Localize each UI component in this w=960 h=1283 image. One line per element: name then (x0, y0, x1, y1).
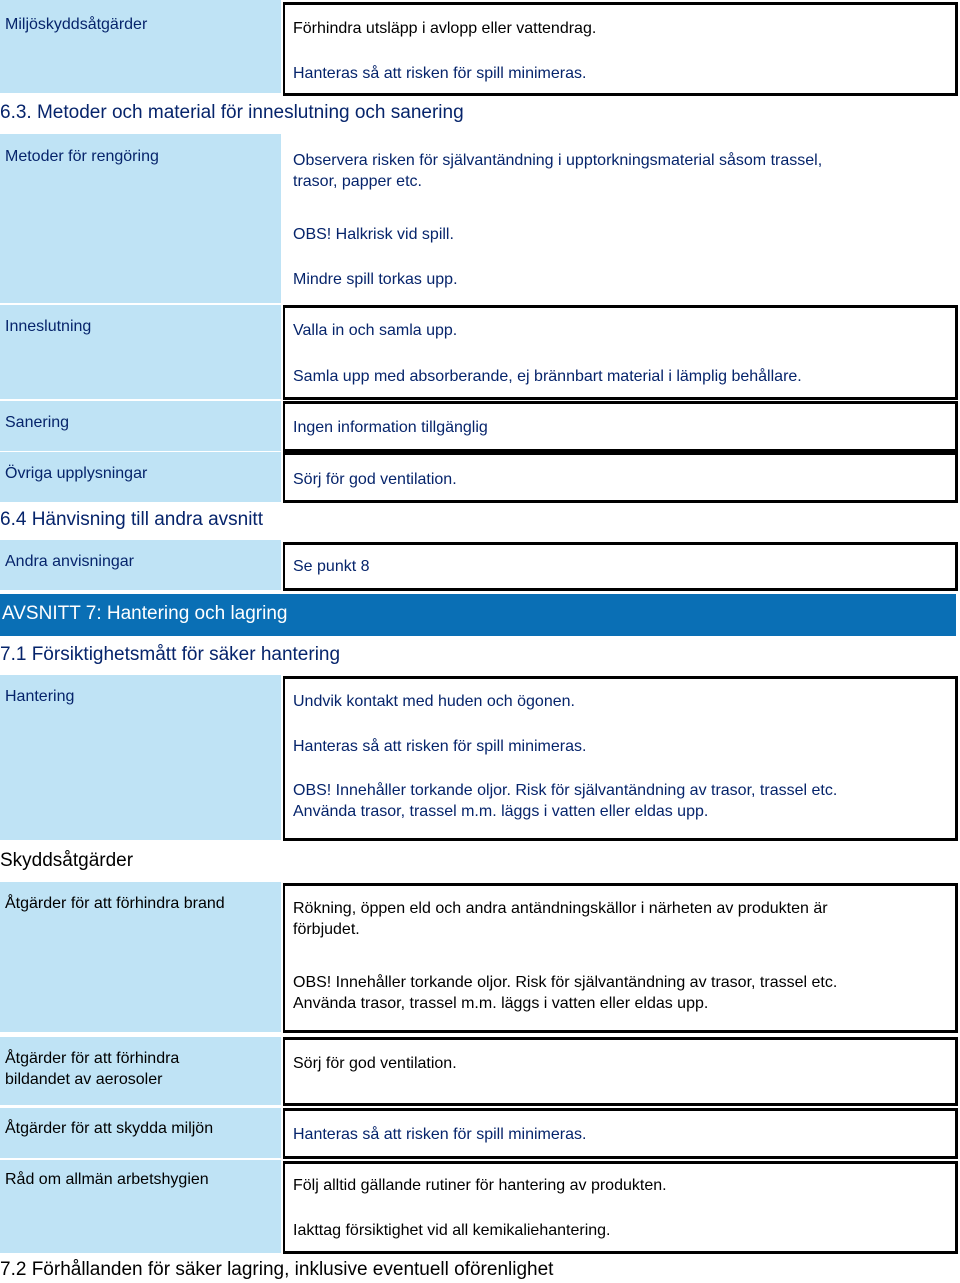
text-hygien-2: Iakttag försiktighet vid all kemikaliehantering. (293, 1222, 611, 1239)
text-brand-1a: Rökning, öppen eld och andra antändningskällor i närheten av produkten är (293, 900, 828, 917)
text-ovriga-1: Sörj för god ventilation. (293, 471, 457, 488)
heading-6-4: 6.4 Hänvisning till andra avsnitt (0, 509, 263, 530)
text-miljo-2: Hanteras så att risken för spill minimeras. (293, 65, 587, 82)
text-sanering-1: Ingen information tillgänglig (293, 419, 488, 436)
section-7-banner (0, 594, 956, 636)
label-miljoskyddsatgarder (0, 0, 281, 93)
label-sanering (0, 401, 281, 451)
text-hantering-1: Undvik kontakt med huden och ögonen. (293, 693, 575, 710)
label-text: Åtgärder för att förhindra (5, 1050, 180, 1067)
heading-7-1: 7.1 Försiktighetsmått för säker hantering (0, 644, 341, 665)
label-ovriga (0, 452, 281, 502)
label-text: Miljöskyddsåtgärder (5, 16, 148, 33)
label-aerosol (0, 1037, 281, 1105)
text-rengoring-1a: Observera risken för självantändning i upptorkningsmaterial såsom trassel, (293, 152, 823, 169)
heading-7-2: 7.2 Förhållanden för säker lagring, inklusive eventuell oförenlighet (0, 1259, 554, 1280)
text-hantering-3b: Använda trasor, trassel m.m. läggs i vatten eller eldas upp. (293, 803, 709, 820)
text-hantering-3a: OBS! Innehåller torkande oljor. Risk för självantändning av trasor, trassel etc. (293, 782, 838, 799)
text-aerosol-1: Sörj för god ventilation. (293, 1055, 457, 1072)
heading-6-3: 6.3. Metoder och material för inneslutning och sanering (0, 102, 464, 123)
label-inneslutning (0, 305, 281, 399)
text-brand-2a: OBS! Innehåller torkande oljor. Risk för självantändning av trasor, trassel etc. (293, 974, 838, 991)
label-text: Åtgärder för att skydda miljön (5, 1120, 214, 1137)
label-text: Råd om allmän arbetshygien (5, 1171, 209, 1188)
text-hantering-2: Hanteras så att risken för spill minimeras. (293, 738, 587, 755)
label-text: Sanering (5, 414, 70, 431)
label-text: Inneslutning (5, 318, 92, 335)
label-text: bildandet av aerosoler (5, 1071, 163, 1088)
label-brand (0, 882, 281, 1032)
text-rengoring-2: OBS! Halkrisk vid spill. (293, 226, 454, 243)
value-box-andra (283, 542, 958, 591)
label-hantering (0, 675, 281, 840)
text-brand-1b: förbjudet. (293, 921, 360, 938)
label-metoder-rengoring (0, 134, 281, 303)
text-brand-2b: Använda trasor, trassel m.m. läggs i vatten eller eldas upp. (293, 995, 709, 1012)
text-hygien-1: Följ alltid gällande rutiner för hantering av produkten. (293, 1177, 667, 1194)
heading-skyddsatgarder: Skyddsåtgärder (0, 850, 134, 871)
label-text: Metoder för rengöring (5, 148, 159, 165)
label-arbetshygien (0, 1160, 281, 1253)
label-text: Hantering (5, 688, 75, 705)
label-text: Andra anvisningar (5, 553, 134, 570)
label-skydda-miljon (0, 1108, 281, 1158)
label-text: Övriga upplysningar (5, 465, 148, 482)
text-skydda-miljon-1: Hanteras så att risken för spill minimeras. (293, 1126, 587, 1143)
text-andra-1: Se punkt 8 (293, 558, 370, 575)
text-inneslutning-2: Samla upp med absorberande, ej brännbart material i lämplig behållare. (293, 368, 802, 385)
label-text: Åtgärder för att förhindra brand (5, 895, 225, 912)
section-7-title: AVSNITT 7: Hantering och lagring (2, 603, 288, 624)
text-rengoring-1b: trasor, papper etc. (293, 173, 422, 190)
label-andra-anvisningar (0, 540, 281, 590)
text-rengoring-3: Mindre spill torkas upp. (293, 271, 458, 288)
text-inneslutning-1: Valla in och samla upp. (293, 322, 458, 339)
text-miljo-1: Förhindra utsläpp i avlopp eller vattendrag. (293, 20, 597, 37)
